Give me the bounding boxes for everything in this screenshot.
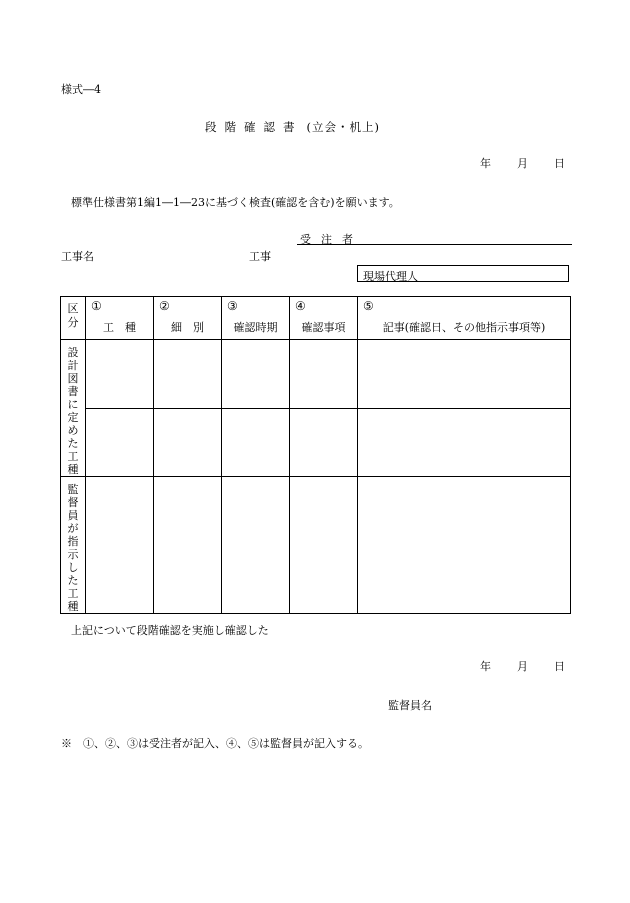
col-label: 確認事項 — [301, 321, 346, 334]
intro-text: 標準仕様書第1編1―1―23に基づく検査(確認を含む)を願います。 — [71, 196, 400, 209]
title-main: 段階確認書 — [205, 120, 303, 134]
table-row — [61, 340, 571, 409]
year-label: 年 — [480, 660, 491, 673]
table-cell[interactable] — [358, 477, 571, 614]
col-label: 細 別 — [171, 321, 204, 334]
site-agent-box — [357, 265, 569, 282]
table-cell[interactable] — [358, 408, 571, 477]
col-num: ⑤ — [363, 299, 374, 313]
row-group-design-spec — [61, 340, 86, 477]
table-cell[interactable] — [290, 340, 358, 409]
day-label: 日 — [554, 157, 565, 170]
month-label: 月 — [517, 157, 528, 170]
vertical-label: 設計図書に定めた工種 — [67, 346, 79, 476]
table-cell[interactable] — [290, 477, 358, 614]
table-cell[interactable] — [154, 340, 222, 409]
vertical-label: 監督員が指示した工種 — [67, 483, 79, 613]
month-label: 月 — [517, 660, 528, 673]
col-num: ③ — [227, 299, 238, 313]
table-cell[interactable] — [154, 408, 222, 477]
contractor-label: 受注者 — [300, 233, 363, 246]
col-label: 記事(確認日、その他指示事項等) — [382, 321, 546, 334]
table-cell[interactable] — [86, 477, 154, 614]
col-header-work-type — [86, 297, 154, 340]
table-cell[interactable] — [222, 477, 290, 614]
col-label: 工 種 — [103, 321, 136, 334]
col-header-detail — [154, 297, 222, 340]
table-cell[interactable] — [358, 340, 571, 409]
col-header-items — [290, 297, 358, 340]
site-agent-label: 現場代理人 — [363, 270, 418, 283]
table-row — [61, 477, 571, 614]
document-title — [205, 119, 380, 135]
table-row — [61, 408, 571, 477]
form-number: 様式―4 — [61, 83, 101, 96]
day-label: 日 — [554, 660, 565, 673]
table-cell[interactable] — [154, 477, 222, 614]
project-label: 工事 — [249, 250, 271, 263]
table-cell[interactable] — [290, 408, 358, 477]
inspection-table — [60, 296, 571, 614]
contractor-line — [297, 231, 572, 245]
table-header-row — [61, 297, 571, 340]
confirmation-text: 上記について段階確認を実施し確認した — [71, 624, 269, 637]
footnote: ※ ①、②、③は受注者が記入、④、⑤は監督員が記入する。 — [61, 737, 369, 750]
section-header-cell: 区 分 — [61, 297, 86, 340]
col-label: 確認時期 — [233, 321, 278, 334]
col-num: ④ — [295, 299, 306, 313]
row-group-supervisor — [61, 477, 86, 614]
table-cell[interactable] — [86, 408, 154, 477]
col-num: ① — [91, 299, 102, 313]
inspector-name-label: 監督員名 — [388, 699, 432, 712]
title-sub: (立会・机上) — [306, 120, 380, 134]
col-header-notes — [358, 297, 571, 340]
table-cell[interactable] — [86, 340, 154, 409]
project-name-label: 工事名 — [61, 250, 94, 263]
col-header-timing — [222, 297, 290, 340]
table-cell[interactable] — [222, 340, 290, 409]
table-cell[interactable] — [222, 408, 290, 477]
col-num: ② — [159, 299, 170, 313]
year-label: 年 — [480, 157, 491, 170]
